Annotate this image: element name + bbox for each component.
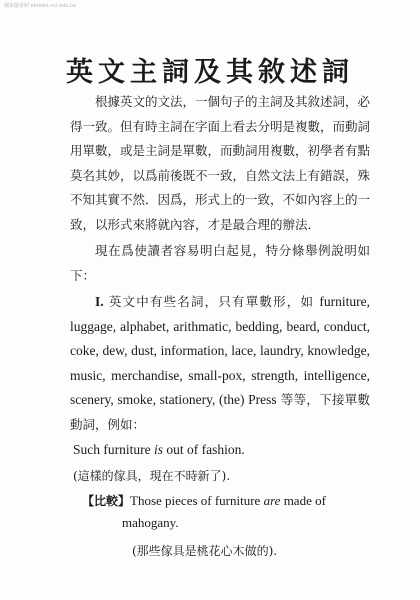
word-list: furniture, luggage, alphabet, arithmatic, bedding, beard, conduct, coke, dew, dust, information, lace, laundry, knowledge, music, merchandise, small-pox, strength, intelligence, scenery, smoke, stationery, (the) Press	[70, 294, 370, 407]
example-pre: Such furniture	[73, 442, 154, 457]
section-number: I.	[95, 294, 104, 309]
compare-sentence	[70, 489, 370, 513]
compare-verb: are	[263, 493, 281, 508]
compare-tag: 【比較】	[82, 494, 131, 508]
page-title: 英文主詞及其敘述詞	[66, 57, 354, 88]
compare-post: made of	[280, 493, 326, 508]
intro-paragraph: 根據英文的文法，一個句子的主詞及其敘述詞，必得一致。但有時主詞在字面上看去分明是複數，而動詞用單數，或是主詞是單數，而動詞用複數，初學者有點莫名其妙，以爲前後既不一致，自然文法上有錯誤，殊不知其實不然．因爲，形式上的一致，不如內容上的一致，以形式來將就內容，才是最合理的辦法．	[70, 94, 371, 232]
compare-pre: Those pieces of furniture	[130, 493, 264, 508]
document-body	[70, 90, 370, 563]
compare-translation: (那些傢具是桃花心木做的).	[132, 544, 278, 558]
preface-paragraph: 現在爲使讀者容易明白起見，特分條舉例說明如下：	[70, 243, 370, 283]
example-sentence	[70, 437, 370, 463]
section-1-paragraph	[70, 290, 370, 437]
example-translation: (這樣的傢具，現在不時新了).	[73, 469, 231, 483]
example-post: out of fashion.	[163, 442, 245, 457]
watermark: 國家圖書館 ebooks.ncl.edu.tw	[4, 3, 77, 9]
example-verb: is	[153, 442, 163, 457]
section-intro: 英文中有些名詞，只有單數形，如	[108, 294, 315, 309]
compare-continuation: mahogany.	[122, 515, 179, 530]
section-tail: 等等，下接單數動詞，例如：	[70, 392, 370, 432]
